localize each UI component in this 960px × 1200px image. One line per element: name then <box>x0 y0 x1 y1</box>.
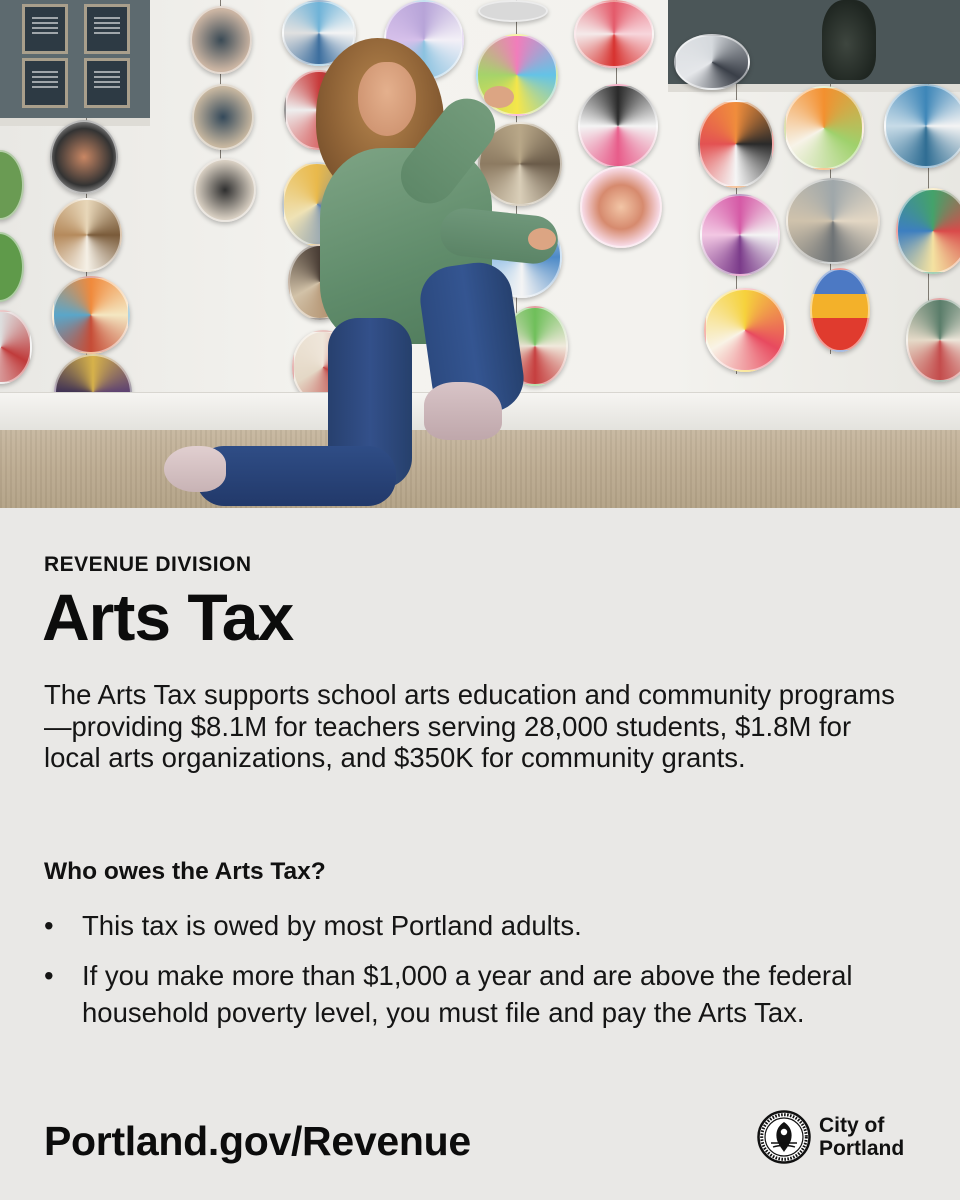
circular-artwork <box>50 120 118 194</box>
framed-sign <box>22 58 68 108</box>
person-shoe <box>424 382 502 440</box>
list-item-text: This tax is owed by most Portland adults. <box>82 910 582 941</box>
circular-artwork <box>52 198 122 272</box>
circular-artwork <box>810 268 870 352</box>
list-item <box>44 907 884 944</box>
who-owes-list <box>44 907 884 1044</box>
website-link[interactable]: Portland.gov/Revenue <box>44 1118 471 1164</box>
circular-artwork <box>578 84 658 168</box>
city-seal-icon <box>757 1110 811 1164</box>
person-hand <box>484 86 514 108</box>
list-item-text: If you make more than $1,000 a year and are above the federal household poverty level, you must file and pay the Arts Tax. <box>82 960 853 1028</box>
bullet-icon: • <box>44 910 54 941</box>
intro-paragraph: The Arts Tax supports school arts education and community programs—providing $8.1M for teachers serving 28,000 students, $1.8M for local arts organizations, and $350K for community grants. <box>44 679 895 773</box>
division-label: REVENUE DIVISION <box>44 553 252 576</box>
circular-artwork <box>192 84 254 150</box>
person-hand <box>528 228 556 250</box>
framed-sign <box>22 4 68 54</box>
circular-artwork <box>674 34 750 90</box>
display-window-left <box>0 0 150 126</box>
circular-artwork <box>52 276 130 354</box>
carpet-floor <box>0 430 960 508</box>
framed-sign <box>84 4 130 54</box>
circular-artwork <box>700 194 780 276</box>
circular-artwork <box>574 0 654 68</box>
circular-artwork <box>884 84 960 168</box>
circular-artwork <box>704 288 786 372</box>
circular-artwork <box>478 0 548 22</box>
page-title: Arts Tax <box>42 580 294 654</box>
bullet-icon: • <box>44 960 54 991</box>
who-owes-heading: Who owes the Arts Tax? <box>44 858 326 885</box>
list-item <box>44 957 884 1031</box>
circular-artwork <box>194 158 256 222</box>
person-face <box>358 62 416 136</box>
circular-artwork <box>580 166 662 248</box>
framed-sign <box>84 58 130 108</box>
vase <box>822 0 876 80</box>
circular-artwork <box>786 178 880 264</box>
city-logo <box>757 1110 904 1164</box>
logo-wordmark <box>819 1114 904 1160</box>
person-jeans <box>196 446 396 506</box>
circular-artwork <box>784 86 864 170</box>
circular-artwork <box>698 100 774 188</box>
logo-line: Portland <box>819 1137 905 1160</box>
hero-photo <box>0 0 960 508</box>
person-shoe <box>164 446 226 492</box>
logo-line: City of <box>819 1114 885 1137</box>
circular-artwork <box>896 188 960 274</box>
circular-artwork <box>190 6 252 74</box>
